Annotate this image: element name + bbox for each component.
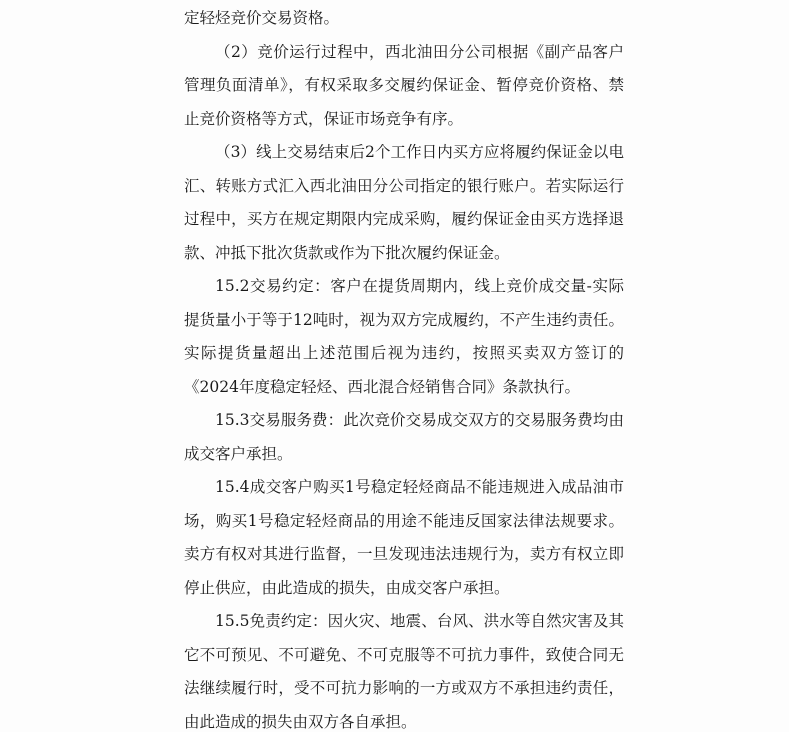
paragraph-deposit-payment: （3）线上交易结束后2个工作日内买方应将履约保证金以电汇、转账方式汇入西北油田分公司指定的银行账户。若实际运行过程中，买方在规定期限内完成采购，履约保证金由买方选择退款、冲抵下批次货款或作为下批次履约保证金。 (184, 143, 624, 262)
paragraph-15-4-product-usage: 15.4成交客户购买1号稳定轻烃商品不能违规进入成品油市场，购买1号稳定轻烃商品的用途不能违反国家法律法规要求。卖方有权对其进行监督，一旦发现违法违规行为，卖方有权立即停止供应，由此造成的损失，由成交客户承担。 (184, 478, 624, 597)
document-body (184, 2, 624, 739)
paragraph-15-2-trading-agreement: 15.2交易约定：客户在提货周期内，线上竞价成交量-实际提货量小于等于12吨时，视为双方完成履约，不产生违约责任。实际提货量超出上述范围后视为违约，按照买卖双方签订的《2024年度稳定轻烃、西北混合烃销售合同》条款执行。 (184, 277, 624, 396)
paragraph-15-3-service-fee: 15.3交易服务费：此次竞价交易成交双方的交易服务费均由成交客户承担。 (184, 411, 624, 463)
paragraph-15-5-force-majeure: 15.5免责约定：因火灾、地震、台风、洪水等自然灾害及其它不可预见、不可避免、不可克服等不可抗力事件，致使合同无法继续履行时，受不可抗力影响的一方或双方不承担违约责任，由此造成的损失由双方各自承担。 (184, 612, 624, 731)
paragraph-bidding-process: （2）竞价运行过程中，西北油田分公司根据《副产品客户管理负面清单》，有权采取多交履约保证金、暂停竞价资格、禁止竞价资格等方式，保证市场竞争有序。 (184, 42, 624, 128)
paragraph-continuation: 定轻烃竞价交易资格。 (184, 9, 340, 27)
